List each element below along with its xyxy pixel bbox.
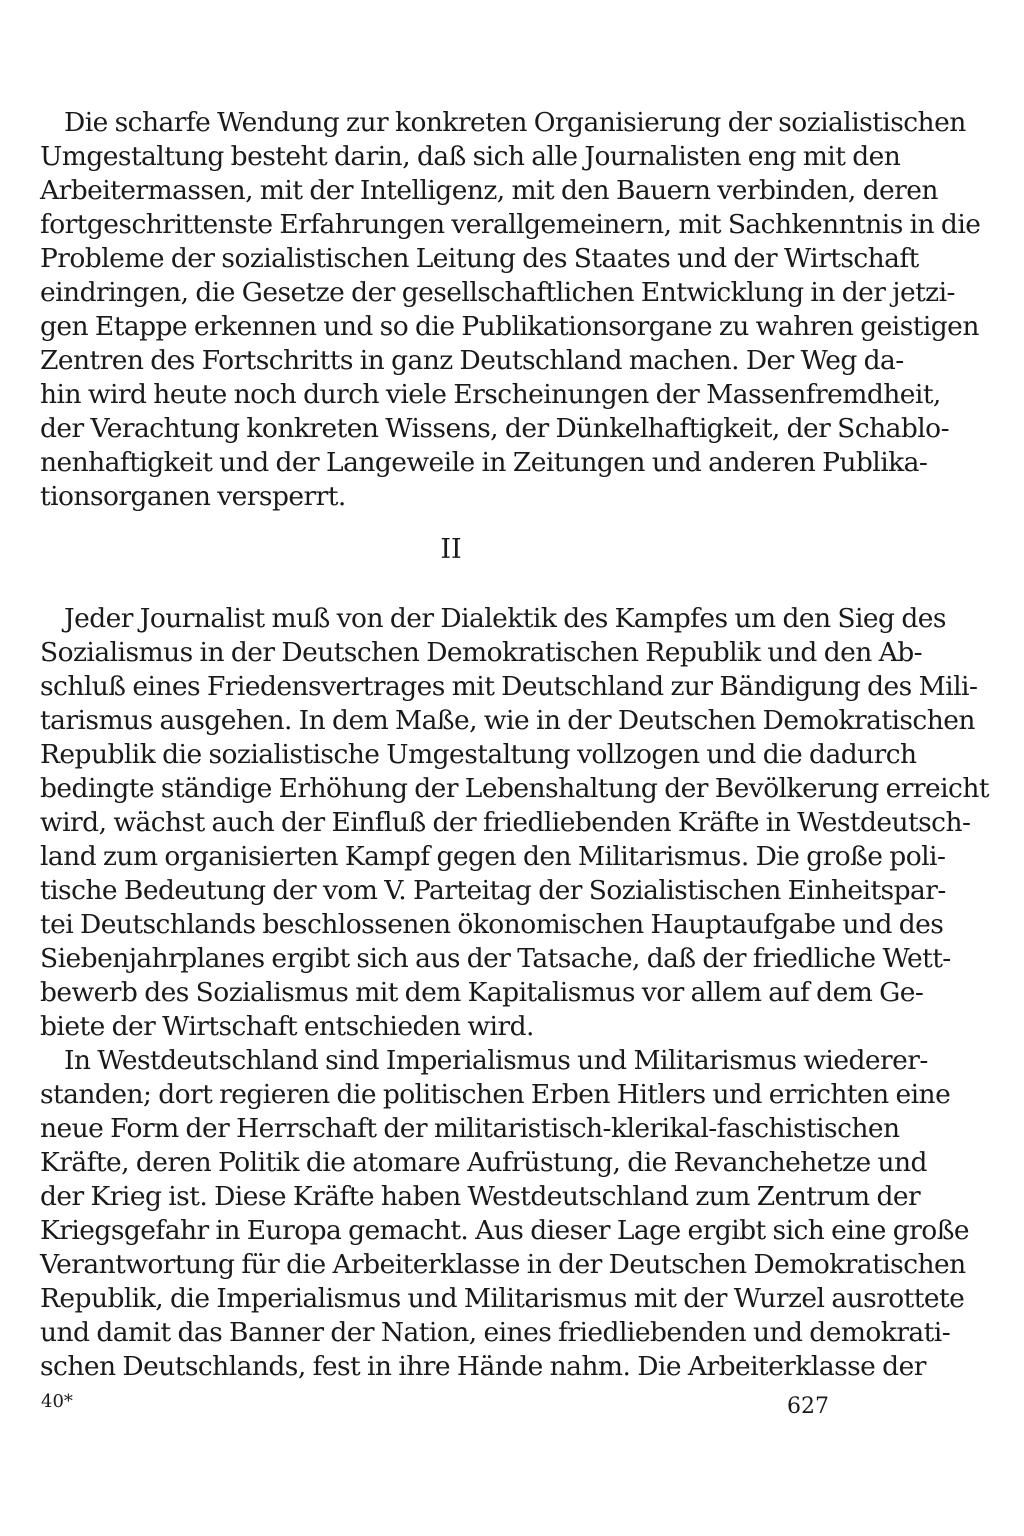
paragraph-3-line: und damit das Banner der Nation, eines friedliebenden und demokrati- xyxy=(40,1317,951,1348)
paragraph-3-line: schen Deutschlands, fest in ihre Hände nahm. Die Arbeiterklasse der xyxy=(40,1351,926,1382)
section-heading: II xyxy=(440,534,462,565)
paragraph-2-line: Sozialismus in der Deutschen Demokratischen Republik und den Ab- xyxy=(40,637,923,668)
paragraph-1-line: hin wird heute noch durch viele Erscheinungen der Massenfremdheit, xyxy=(40,379,941,410)
paragraph-3-line: In Westdeutschland sind Imperialismus und Militarismus wiederer- xyxy=(64,1045,928,1076)
paragraph-3-line: Verantwortung für die Arbeiterklasse in der Deutschen Demokratischen xyxy=(40,1249,966,1280)
paragraph-2-line: Siebenjahrplanes ergibt sich aus der Tatsache, daß der friedliche Wett- xyxy=(40,943,951,974)
paragraph-2-line: bedingte ständige Erhöhung der Lebenshaltung der Bevölkerung erreicht xyxy=(40,773,989,804)
paragraph-2-line: land zum organisierten Kampf gegen den Militarismus. Die große poli- xyxy=(40,841,946,872)
paragraph-1-line: nenhaftigkeit und der Langeweile in Zeitungen und anderen Publika- xyxy=(40,447,928,478)
paragraph-1-line: eindringen, die Gesetze der gesellschaftlichen Entwicklung in der jetzi- xyxy=(40,277,955,308)
paragraph-3-line: standen; dort regieren die politischen Erben Hitlers und errichten eine xyxy=(40,1079,951,1110)
paragraph-1-line: Zentren des Fortschritts in ganz Deutschland machen. Der Weg da- xyxy=(40,345,904,376)
paragraph-1-line: tionsorganen versperrt. xyxy=(40,481,346,512)
paragraph-1-line: Die scharfe Wendung zur konkreten Organisierung der sozialistischen xyxy=(64,107,966,138)
paragraph-3-line: Kriegsgefahr in Europa gemacht. Aus dieser Lage ergibt sich eine große xyxy=(40,1215,969,1246)
paragraph-1-line: Arbeitermassen, mit der Intelligenz, mit den Bauern verbinden, deren xyxy=(40,175,938,206)
paragraph-1-line: Probleme der sozialistischen Leitung des Staates und der Wirtschaft xyxy=(40,243,919,274)
paragraph-2-line: biete der Wirtschaft entschieden wird. xyxy=(40,1011,534,1042)
paragraph-1-line: fortgeschrittenste Erfahrungen verallgemeinern, mit Sachkenntnis in die xyxy=(40,209,981,240)
paragraph-2-line: schluß eines Friedensvertrages mit Deutschland zur Bändigung des Mili- xyxy=(40,671,978,702)
paragraph-1-line: der Verachtung konkreten Wissens, der Dünkelhaftigkeit, der Schablo- xyxy=(40,413,949,444)
paragraph-2-line: wird, wächst auch der Einfluß der friedliebenden Kräfte in Westdeutsch- xyxy=(40,807,971,838)
paragraph-3-line: Kräfte, deren Politik die atomare Aufrüstung, die Revanchehetze und xyxy=(40,1147,927,1178)
paragraph-1-line: gen Etappe erkennen und so die Publikationsorgane zu wahren geistigen xyxy=(40,311,979,342)
paragraph-1-line: Umgestaltung besteht darin, daß sich alle Journalisten eng mit den xyxy=(40,141,901,172)
paragraph-2-line: Jeder Journalist muß von der Dialektik des Kampfes um den Sieg des xyxy=(64,603,946,634)
paragraph-2-line: tei Deutschlands beschlossenen ökonomischen Hauptaufgabe und des xyxy=(40,909,944,940)
paragraph-2-line: tische Bedeutung der vom V. Parteitag der Sozialistischen Einheitspar- xyxy=(40,875,946,906)
paragraph-3-line: Republik, die Imperialismus und Militarismus mit der Wurzel ausrottete xyxy=(40,1283,965,1314)
paragraph-3-line: der Krieg ist. Diese Kräfte haben Westdeutschland zum Zentrum der xyxy=(40,1181,921,1212)
paragraph-2-line: tarismus ausgehen. In dem Maße, wie in der Deutschen Demokratischen xyxy=(40,705,975,736)
paragraph-3-line: neue Form der Herrschaft der militaristisch-klerikal-faschistischen xyxy=(40,1113,900,1144)
paragraph-2-line: Republik die sozialistische Umgestaltung vollzogen und die dadurch xyxy=(40,739,917,770)
page-number: 627 xyxy=(787,1394,829,1419)
signature-mark: 40* xyxy=(41,1391,73,1412)
paragraph-2-line: bewerb des Sozialismus mit dem Kapitalismus vor allem auf dem Ge- xyxy=(40,977,924,1008)
